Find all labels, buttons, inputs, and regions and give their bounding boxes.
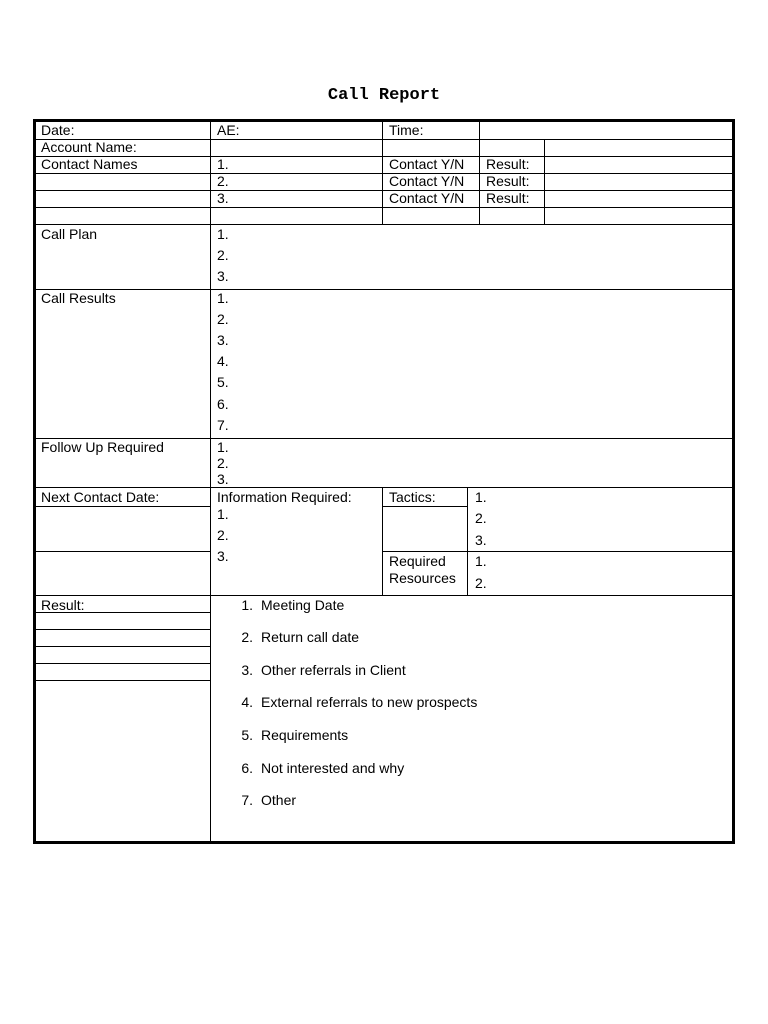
list-item-text: Not interested and why <box>261 760 405 776</box>
grid-line <box>544 139 545 224</box>
left-column-divider <box>210 224 211 841</box>
call-plan-item: 3. <box>217 268 229 284</box>
call-plan-item: 1. <box>217 226 229 242</box>
contact-result-label: Result: <box>486 156 530 172</box>
grid-line <box>36 190 732 191</box>
contact-names-label: Contact Names <box>41 156 138 172</box>
list-item-number: 1. <box>241 597 253 613</box>
call-results-item: 7. <box>217 417 229 433</box>
list-item-number: 6. <box>241 760 253 776</box>
grid-line <box>36 551 210 552</box>
list-item-text: Meeting Date <box>261 597 345 613</box>
grid-line <box>382 506 467 507</box>
section-divider <box>36 289 732 290</box>
call-results-item: 2. <box>217 311 229 327</box>
contact-yn-label: Contact Y/N <box>389 190 465 206</box>
follow-up-item: 1. <box>217 439 229 455</box>
grid-line <box>36 139 732 140</box>
call-plan-item: 2. <box>217 247 229 263</box>
call-report-form <box>33 119 735 844</box>
list-item-text: External referrals to new prospects <box>261 694 478 710</box>
list-item-number: 7. <box>241 792 253 808</box>
time-label: Time: <box>389 122 424 138</box>
call-results-item: 5. <box>217 374 229 390</box>
grid-line <box>382 551 732 552</box>
call-plan-label: Call Plan <box>41 226 98 242</box>
contact-yn-label: Contact Y/N <box>389 156 465 172</box>
result-label: Result: <box>41 597 85 613</box>
grid-line <box>382 487 383 595</box>
list-item-text: Requirements <box>261 727 349 743</box>
grid-line <box>36 173 732 174</box>
follow-up-item: 3. <box>217 471 229 487</box>
grid-line <box>36 646 210 647</box>
grid-line <box>36 224 732 225</box>
grid-line <box>36 663 210 664</box>
list-item-number: 4. <box>241 694 253 710</box>
grid-line <box>36 156 732 157</box>
list-item-text: Other referrals in Client <box>261 662 406 678</box>
grid-line <box>36 207 732 208</box>
information-required-item: 1. <box>217 506 229 522</box>
information-required-item: 3. <box>217 548 229 564</box>
call-results-label: Call Results <box>41 290 116 306</box>
required-resources-item: 1. <box>475 553 487 569</box>
information-required-label: Information Required: <box>217 489 352 505</box>
grid-line <box>479 122 480 224</box>
grid-line <box>210 122 211 224</box>
call-results-item: 4. <box>217 353 229 369</box>
information-required-item: 2. <box>217 527 229 543</box>
list-item-number: 2. <box>241 629 253 645</box>
tactics-label: Tactics: <box>389 489 436 505</box>
contact-number: 3. <box>217 190 229 206</box>
call-results-item: 1. <box>217 290 229 306</box>
grid-line <box>467 487 468 595</box>
contact-result-label: Result: <box>486 190 530 206</box>
list-item-text: Return call date <box>261 629 360 645</box>
list-item-number: 5. <box>241 727 253 743</box>
required-resources-item: 2. <box>475 575 487 591</box>
grid-line <box>382 122 383 224</box>
tactics-item: 3. <box>475 532 487 548</box>
list-item-number: 3. <box>241 662 253 678</box>
account-name-label: Account Name: <box>41 139 137 155</box>
required-resources-label: Required <box>389 553 446 569</box>
grid-line <box>36 506 210 507</box>
required-resources-label: Resources <box>389 570 456 586</box>
contact-number: 2. <box>217 173 229 189</box>
grid-line <box>36 629 210 630</box>
follow-up-label: Follow Up Required <box>41 439 164 455</box>
call-results-item: 6. <box>217 396 229 412</box>
next-contact-date-label: Next Contact Date: <box>41 489 160 505</box>
tactics-item: 1. <box>475 489 487 505</box>
grid-line <box>36 680 210 681</box>
tactics-item: 2. <box>475 510 487 526</box>
follow-up-item: 2. <box>217 455 229 471</box>
contact-number: 1. <box>217 156 229 172</box>
call-results-item: 3. <box>217 332 229 348</box>
page-title: Call Report <box>327 86 441 105</box>
contact-yn-label: Contact Y/N <box>389 173 465 189</box>
list-item-text: Other <box>261 792 297 808</box>
contact-result-label: Result: <box>486 173 530 189</box>
date-label: Date: <box>41 122 75 138</box>
ae-label: AE: <box>217 122 240 138</box>
section-divider <box>36 487 732 488</box>
section-divider <box>36 595 732 596</box>
